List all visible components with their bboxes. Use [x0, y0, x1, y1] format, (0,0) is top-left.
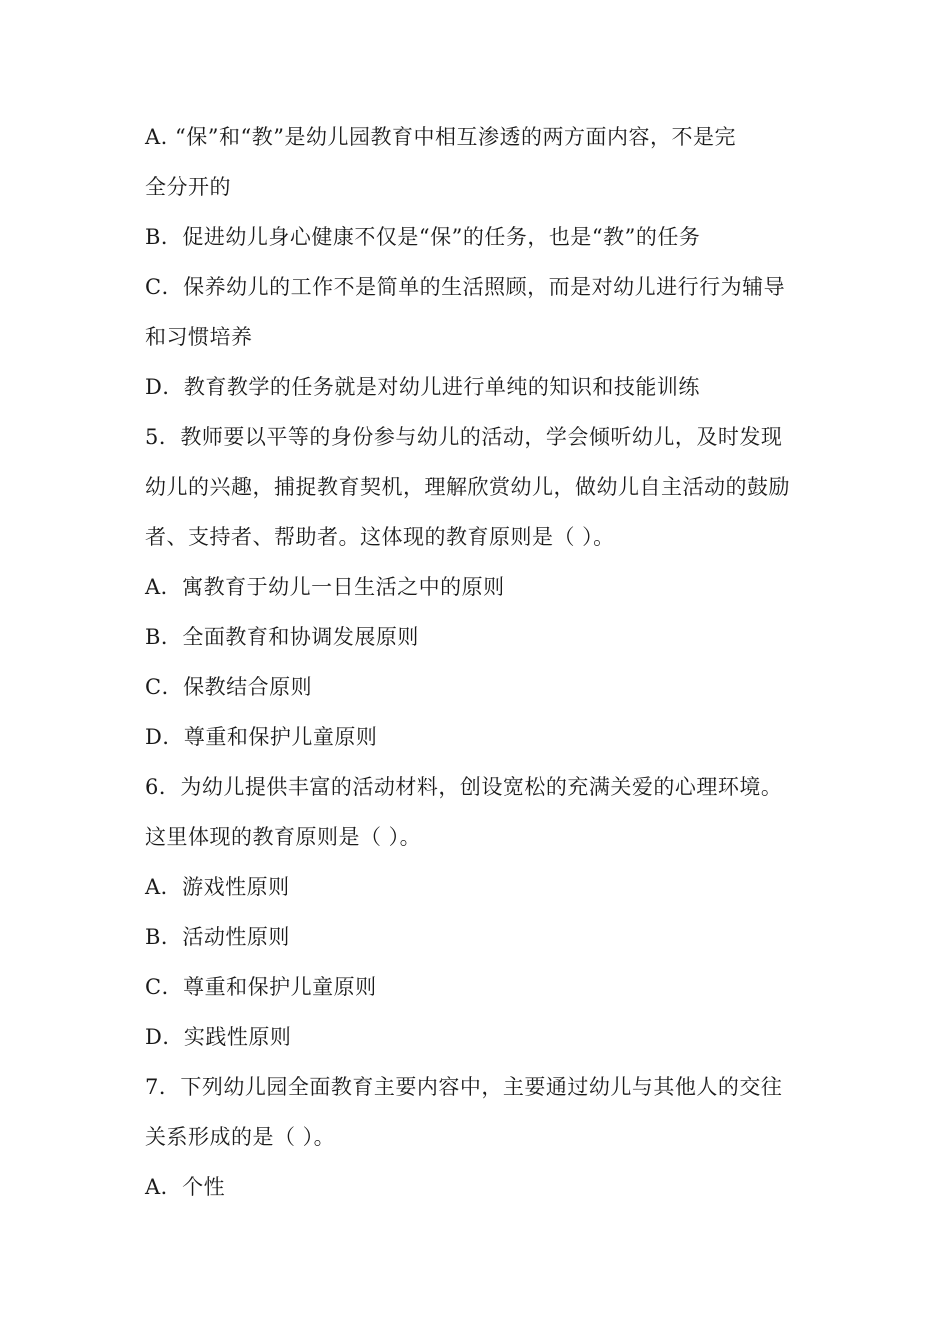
text-line-q5-option-b: B．全面教育和协调发展原则: [145, 625, 419, 649]
text-line-q5-option-d: D．尊重和保护儿童原则: [145, 725, 378, 749]
text-line-q4-option-c-cont: 和习惯培养: [145, 325, 253, 349]
text-line-q7-option-a: A．个性: [145, 1175, 226, 1199]
text-line-q5-stem-cont-1: 幼儿的兴趣，捕捉教育契机，理解欣赏幼儿，做幼儿自主活动的鼓励: [145, 475, 790, 499]
text-line-q6-option-a: A．游戏性原则: [145, 875, 290, 899]
text-line-q6-option-b: B．活动性原则: [145, 925, 290, 949]
text-line-q6-option-c: C．尊重和保护儿童原则: [145, 975, 377, 999]
document-body: [145, 112, 810, 1212]
text-line-q5-stem: 5．教师要以平等的身份参与幼儿的活动，学会倾听幼儿，及时发现: [145, 425, 783, 449]
text-line-q6-stem-cont: 这里体现的教育原则是（ ）。: [145, 825, 422, 849]
text-line-q4-option-d: D．教育教学的任务就是对幼儿进行单纯的知识和技能训练: [145, 375, 700, 399]
text-line-q4-option-a: A. “保”和“教”是幼儿园教育中相互渗透的两方面内容，不是完: [145, 125, 736, 149]
text-line-q6-stem: 6．为幼儿提供丰富的活动材料，创设宽松的充满关爱的心理环境。: [145, 775, 783, 799]
text-line-q5-stem-cont-2: 者、支持者、帮助者。这体现的教育原则是（ ）。: [145, 525, 615, 549]
text-line-q5-option-c: C．保教结合原则: [145, 675, 313, 699]
text-line-q4-option-a-cont: 全分开的: [145, 175, 231, 199]
text-line-q4-option-b: B．促进幼儿身心健康不仅是“保”的任务，也是“教”的任务: [145, 225, 701, 249]
text-line-q5-option-a: A．寓教育于幼儿一日生活之中的原则: [145, 575, 505, 599]
text-line-q7-stem-cont: 关系形成的是（ ）。: [145, 1125, 336, 1149]
text-line-q6-option-d: D．实践性原则: [145, 1025, 292, 1049]
text-line-q4-option-c: C．保养幼儿的工作不是简单的生活照顾，而是对幼儿进行行为辅导: [145, 275, 786, 299]
text-line-q7-stem: 7．下列幼儿园全面教育主要内容中，主要通过幼儿与其他人的交往: [145, 1075, 783, 1099]
